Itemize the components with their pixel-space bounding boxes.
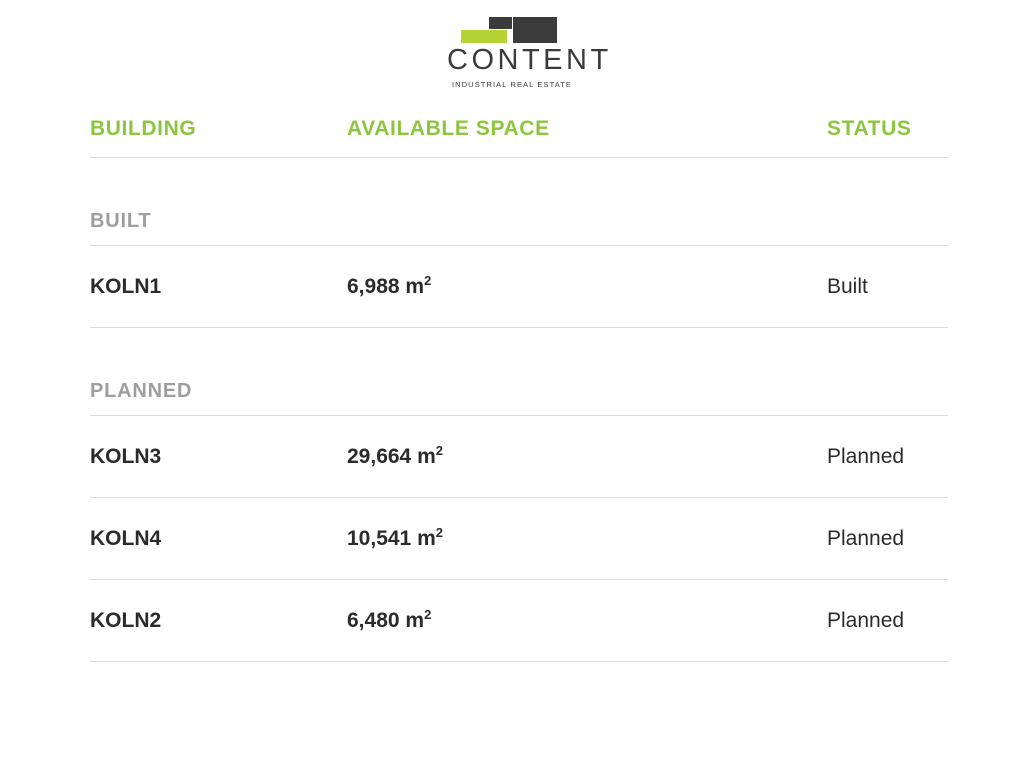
logo-bar-dark-top (489, 17, 512, 29)
cell-status: Planned (827, 526, 905, 550)
cell-space-value: 6,480 m (347, 608, 425, 632)
group-header-row (90, 158, 948, 246)
cell-building: KOLN1 (90, 274, 162, 298)
logo-bar-green (461, 30, 507, 43)
table-row[interactable] (90, 580, 948, 662)
cell-building: KOLN3 (90, 444, 162, 468)
cell-space-unit: 2 (424, 272, 432, 288)
cell-status: Planned (827, 608, 905, 632)
cell-space-unit: 2 (435, 524, 443, 540)
table-row[interactable] (90, 416, 948, 498)
cell-building: KOLN2 (90, 608, 162, 632)
column-header-building: BUILDING (90, 116, 197, 140)
cell-available-space (347, 272, 827, 299)
availability-table (90, 100, 948, 662)
cell-space-unit: 2 (435, 442, 443, 458)
cell-status: Built (827, 274, 868, 298)
cell-building: KOLN4 (90, 526, 162, 550)
cell-available-space (347, 606, 827, 633)
logo (447, 14, 612, 89)
cell-available-space (347, 524, 827, 551)
group-label-planned: PLANNED (90, 380, 193, 402)
cell-available-space (347, 442, 827, 469)
logo-tagline: INDUSTRIAL REAL ESTATE (451, 80, 573, 89)
group-label-built: BUILT (90, 210, 152, 232)
logo-block-dark (513, 17, 557, 43)
cell-space-unit: 2 (424, 606, 432, 622)
column-header-status: STATUS (827, 116, 912, 140)
brand-logo (0, 0, 1024, 89)
logo-wordmark: CONTENT (447, 44, 612, 76)
table-row[interactable] (90, 246, 948, 328)
cell-space-value: 29,664 m (347, 444, 436, 468)
logo-mark-icon (447, 14, 577, 48)
cell-space-value: 6,988 m (347, 274, 425, 298)
table-header-row (90, 100, 948, 158)
column-header-available-space: AVAILABLE SPACE (347, 116, 550, 140)
cell-status: Planned (827, 444, 905, 468)
group-header-row (90, 328, 948, 416)
cell-space-value: 10,541 m (347, 526, 436, 550)
table-row[interactable] (90, 498, 948, 580)
